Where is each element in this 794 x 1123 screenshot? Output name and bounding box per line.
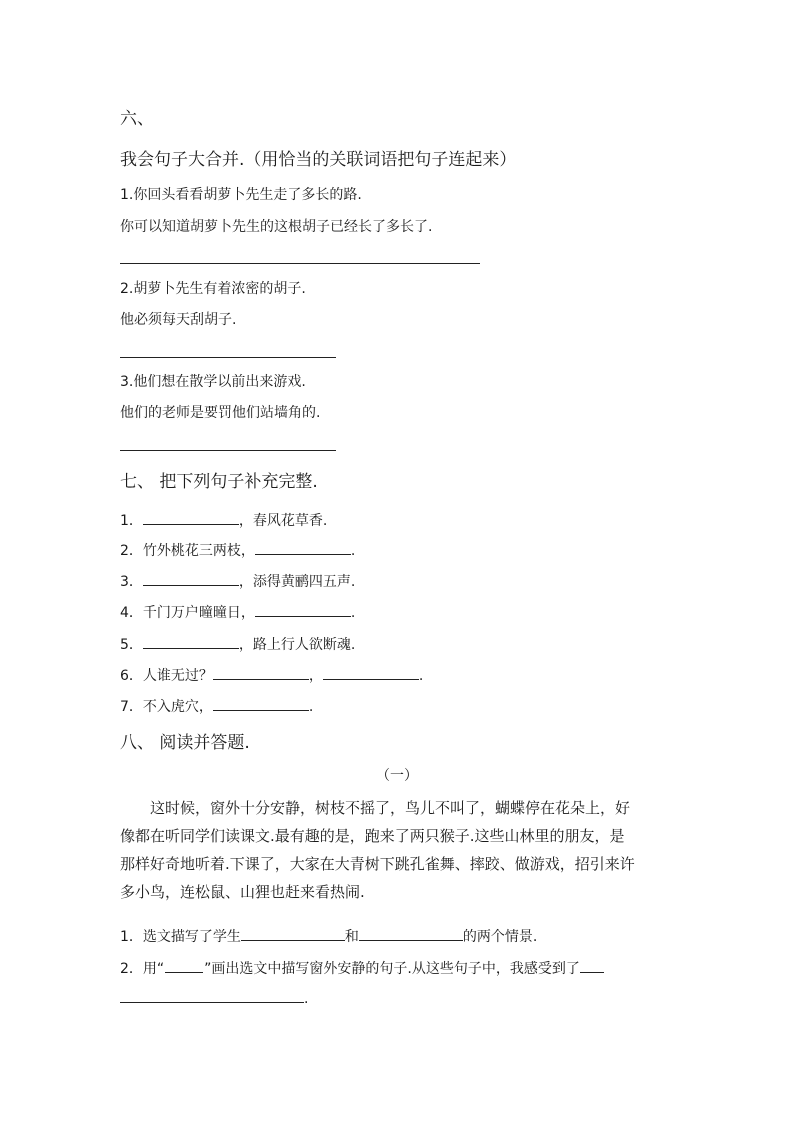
s7-item3-after: ，添得黄鹂四五声. bbox=[238, 574, 356, 590]
s6-item3-line1: 3.他们想在散学以前出来游戏. bbox=[120, 374, 306, 390]
s6-item1-line1: 1.你回头看看胡萝卜先生走了多长的路. bbox=[120, 187, 362, 203]
s7-item7 bbox=[120, 696, 313, 716]
q1-text-a: 1．选文描写了学生 bbox=[120, 929, 241, 945]
s7-item3-blank[interactable] bbox=[143, 571, 239, 586]
s7-item4-blank[interactable] bbox=[255, 602, 351, 617]
question-2-cont bbox=[120, 988, 308, 1008]
s7-item6 bbox=[120, 665, 423, 685]
s7-item7-before: 7．不入虎穴， bbox=[120, 699, 213, 715]
s7-item1-num: 1． bbox=[120, 513, 143, 529]
q2-blank-cont[interactable] bbox=[120, 988, 304, 1003]
question-2 bbox=[120, 958, 604, 978]
s6-item2-line1: 2.胡萝卜先生有着浓密的胡子. bbox=[120, 281, 306, 297]
s6-item3-answer-line[interactable] bbox=[120, 450, 336, 451]
q2-text-b: ”画出选文中描写窗外安静的句子.从这些句子中，我感受到了 bbox=[204, 961, 580, 977]
q1-text-b: 和 bbox=[344, 929, 359, 945]
s7-item6-blank-2[interactable] bbox=[323, 665, 419, 680]
s7-item2-before: 2．竹外桃花三两枝， bbox=[120, 543, 255, 559]
s6-item2-line2: 他必须每天刮胡子. bbox=[120, 312, 237, 328]
passage-line-1: 这时候，窗外十分安静，树枝不摇了，鸟儿不叫了，蝴蝶停在花朵上，好 bbox=[150, 799, 631, 817]
s7-item2-blank[interactable] bbox=[255, 540, 351, 555]
s7-item7-blank[interactable] bbox=[213, 696, 309, 711]
s7-item5-num: 5． bbox=[120, 637, 143, 653]
q1-text-c: 的两个情景. bbox=[462, 929, 538, 945]
section6-title: 我会句子大合并.（用恰当的关联词语把句子连起来） bbox=[120, 150, 517, 170]
q2-text-a: 2．用“ bbox=[120, 961, 165, 977]
s6-item1-line2: 你可以知道胡萝卜先生的这根胡子已经长了多长了. bbox=[120, 219, 433, 235]
s7-item1-blank[interactable] bbox=[143, 510, 239, 525]
s7-item4 bbox=[120, 602, 355, 622]
s7-item3-num: 3． bbox=[120, 574, 143, 590]
s7-item2 bbox=[120, 540, 355, 560]
section7-title: 七、 把下列句子补充完整. bbox=[120, 472, 318, 492]
passage-line-3: 那样好奇地听着.下课了，大家在大青树下跳孔雀舞、摔跤、做游戏，招引来许 bbox=[120, 855, 635, 873]
s7-item4-before: 4．千门万户曈曈日， bbox=[120, 605, 255, 621]
passage-label: （一） bbox=[376, 768, 418, 784]
s6-item2-answer-line[interactable] bbox=[120, 357, 336, 358]
s7-item5 bbox=[120, 634, 355, 654]
s7-item3 bbox=[120, 571, 355, 591]
passage bbox=[120, 794, 680, 906]
s7-item5-after: ，路上行人欲断魂. bbox=[238, 637, 356, 653]
q2-end: . bbox=[304, 991, 309, 1007]
passage-line-4: 多小鸟，连松鼠、山狸也赶来看热闹. bbox=[120, 883, 365, 901]
q2-underline-mark bbox=[165, 958, 203, 973]
s6-item1-answer-line[interactable] bbox=[120, 263, 480, 264]
q1-blank-1[interactable] bbox=[241, 926, 345, 941]
s7-item6-mid: ， bbox=[308, 668, 323, 684]
q1-blank-2[interactable] bbox=[359, 926, 463, 941]
s7-item7-end: . bbox=[308, 699, 314, 715]
s7-item4-end: . bbox=[350, 605, 356, 621]
passage-line-2: 像都在听同学们读课文.最有趣的是，跑来了两只猴子.这些山林里的朋友，是 bbox=[120, 827, 625, 845]
s7-item6-before: 6．人谁无过？ bbox=[120, 668, 213, 684]
s7-item6-blank-1[interactable] bbox=[213, 665, 309, 680]
section8-title: 八、 阅读并答题. bbox=[120, 733, 250, 753]
s6-item3-line2: 他们的老师是要罚他们站墙角的. bbox=[120, 405, 321, 421]
s7-item6-end: . bbox=[418, 668, 424, 684]
s7-item5-blank[interactable] bbox=[143, 634, 239, 649]
s7-item2-end: . bbox=[350, 543, 356, 559]
section6-heading: 六、 bbox=[120, 109, 154, 129]
q2-blank-start[interactable] bbox=[580, 958, 604, 973]
s7-item1 bbox=[120, 510, 327, 530]
s7-item1-after: ，春风花草香. bbox=[238, 513, 328, 529]
question-1 bbox=[120, 926, 537, 946]
